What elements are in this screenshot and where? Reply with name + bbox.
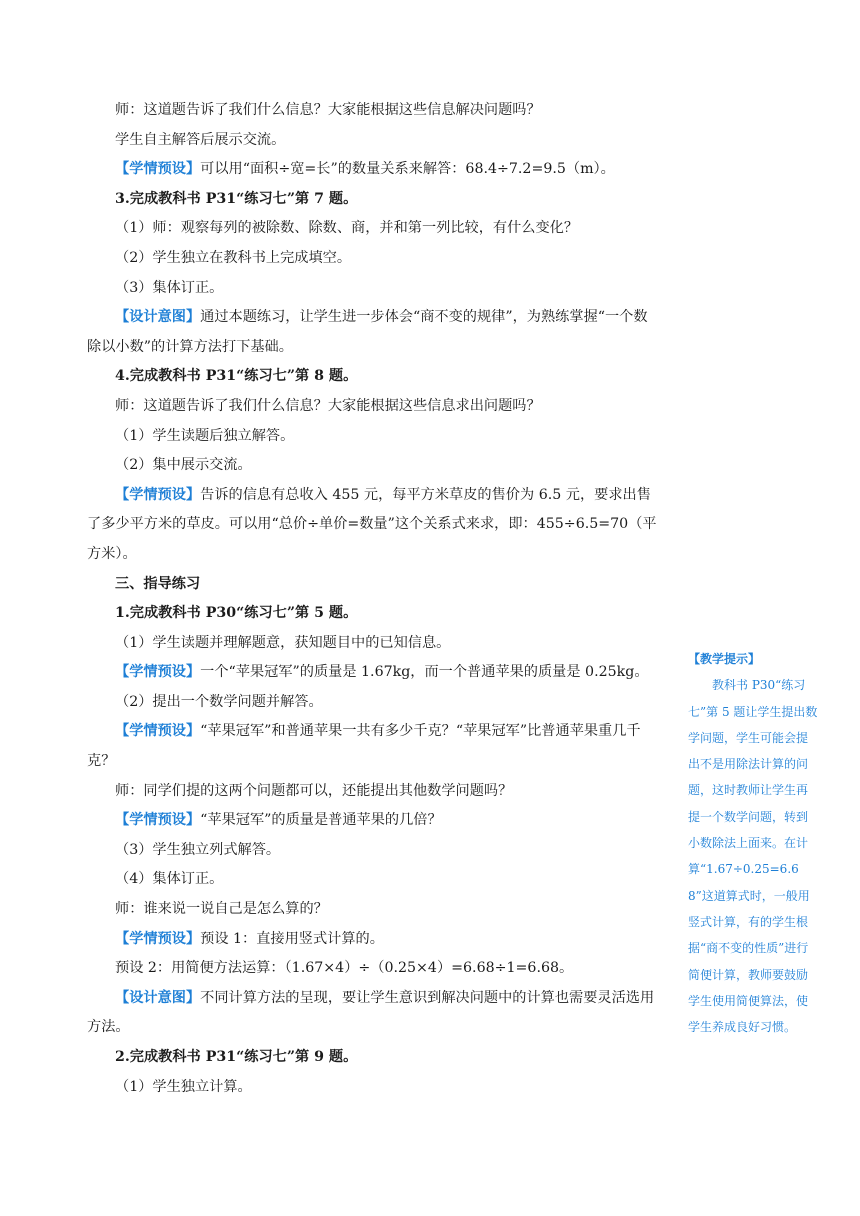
paragraph: （4）集体订正。 — [115, 871, 224, 888]
paragraph: 【学情预设】一个“苹果冠军”的质量是 1.67kg，而一个普通苹果的质量是 0.25kg。 — [115, 664, 649, 681]
tag-label: 【学情预设】 — [115, 664, 201, 681]
paragraph: （3）学生独立列式解答。 — [115, 841, 281, 858]
tag-label: 【设计意图】 — [115, 309, 201, 326]
paragraph: 【学情预设】可以用“面积÷宽=长”的数量关系来解答：68.4÷7.2=9.5（m）。 — [115, 161, 615, 178]
paragraph: （2）学生独立在教科书上完成填空。 — [115, 249, 352, 266]
paragraph: （1）学生读题后独立解答。 — [115, 427, 295, 444]
tag-label: 【学情预设】 — [115, 161, 201, 178]
tag-label: 【学情预设】 — [115, 486, 201, 503]
paragraph: （1）师：观察每列的被除数、除数、商，并和第一列比较，有什么变化？ — [115, 220, 579, 237]
paragraph: 【设计意图】不同计算方法的呈现，要让学生意识到解决问题中的计算也需要灵活选用方法。 — [87, 989, 655, 1036]
tag-label: 【学情预设】 — [115, 930, 201, 947]
paragraph: 【学情预设】告诉的信息有总收入 455 元，每平方米草皮的售价为 6.5 元，要求出售了多少平方米的草皮。可以用“总价÷单价=数量”这个关系式来求，即：455÷6.5=70（平方米）。 — [87, 486, 657, 562]
tag-label: 【学情预设】 — [115, 812, 201, 829]
paragraph: 【设计意图】通过本题练习，让学生进一步体会“商不变的规律”，为熟练掌握“一个数除以小数”的计算方法打下基础。 — [87, 309, 648, 355]
paragraph: 【学情预设】预设 1：直接用竖式计算的。 — [115, 930, 384, 947]
sidebar-body: 教科书 P30“练习七”第 5 题让学生提出数学问题，学生可能会提出不是用除法计算的问题，这时教师让学生再提一个数学问题，转到小数除法上面来。在计算“1.67÷0.25=6.68”这道算式时，一般用竖式计算，有的学生根据“商不变的性质”进行简便计算，教师要鼓励学生使用简便算法，使学生养成良好习惯。 — [688, 678, 818, 1035]
main-content — [87, 96, 659, 1102]
paragraph: （2）集中展示交流。 — [115, 457, 252, 474]
paragraph: （1）学生读题并理解题意，获知题目中的已知信息。 — [115, 634, 451, 651]
paragraph: 学生自主解答后展示交流。 — [115, 131, 286, 148]
paragraph: 预设 2：用简便方法运算：（1.67×4）÷（0.25×4）=6.68÷1=6.68。 — [115, 960, 574, 977]
section-heading: 1.完成教科书 P30“练习七”第 5 题。 — [115, 605, 358, 622]
tag-label: 【设计意图】 — [115, 989, 201, 1006]
paragraph: （1）学生独立计算。 — [115, 1078, 252, 1095]
sidebar-title: 【教学提示】 — [688, 652, 761, 666]
section-heading: 3.完成教科书 P31“练习七”第 7 题。 — [115, 190, 358, 207]
paragraph: 师：同学们提的这两个问题都可以，还能提出其他数学问题吗？ — [115, 782, 513, 799]
paragraph: （2）提出一个数学问题并解答。 — [115, 693, 323, 710]
section-heading: 三、指导练习 — [115, 575, 201, 592]
section-heading: 4.完成教科书 P31“练习七”第 8 题。 — [115, 368, 358, 385]
section-heading: 2.完成教科书 P31“练习七”第 9 题。 — [115, 1049, 358, 1065]
paragraph: 师：谁来说一说自己是怎么算的？ — [115, 901, 328, 918]
tag-label: 【学情预设】 — [115, 723, 201, 740]
paragraph: 【学情预设】“苹果冠军”的质量是普通苹果的几倍？ — [115, 812, 442, 829]
paragraph: 【学情预设】“苹果冠军”和普通苹果一共有多少千克？“苹果冠军”比普通苹果重几千克？ — [87, 723, 641, 770]
paragraph: 师：这道题告诉了我们什么信息？大家能根据这些信息求出问题吗？ — [115, 397, 541, 414]
paragraph: 师：这道题告诉了我们什么信息？大家能根据这些信息解决问题吗？ — [115, 102, 541, 118]
teaching-tip-sidebar — [688, 646, 818, 1040]
paragraph: （3）集体订正。 — [115, 279, 224, 296]
